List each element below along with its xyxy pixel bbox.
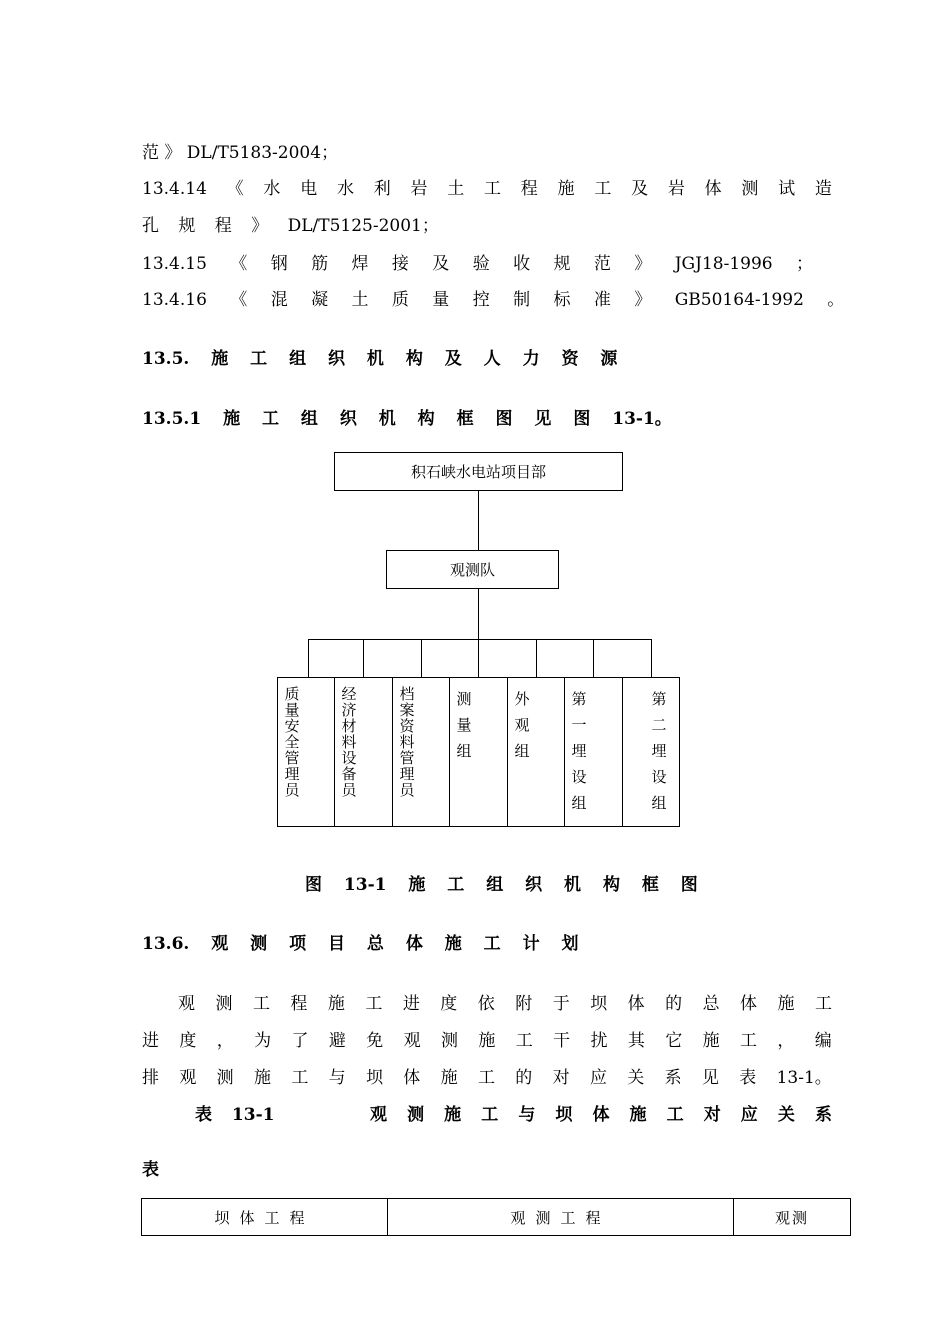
org-connector: [308, 639, 309, 677]
text-token: 试: [778, 179, 796, 199]
header-cell: 观测: [734, 1199, 851, 1236]
section-13-6-heading: 13.6. 观 测 项 目 总 体 施 工 计 划: [142, 934, 579, 954]
text-token: 工: [515, 1031, 533, 1051]
org-connector: [651, 639, 652, 677]
text-token: 测: [441, 1031, 458, 1051]
table-13-1: [141, 1198, 851, 1236]
org-top-box: [334, 452, 623, 491]
org-unit-char: 组: [514, 742, 530, 760]
text-token: 利: [373, 179, 391, 199]
org-unit: [564, 677, 623, 827]
table-label: 表 13-1: [195, 1105, 275, 1125]
text-token: ，: [216, 1031, 234, 1051]
text-token: 测: [216, 1068, 234, 1088]
text-token: 依: [477, 994, 495, 1014]
text-token: 体: [704, 179, 722, 199]
text-token: 系: [814, 1105, 832, 1125]
text-token: 见: [701, 1068, 719, 1088]
text-token: 避: [328, 1031, 346, 1051]
org-connector: [536, 639, 537, 677]
org-connector: [363, 639, 364, 677]
text-token: 造: [814, 179, 832, 199]
org-middle-box: [386, 550, 559, 589]
org-unit-char: 埋: [571, 742, 587, 760]
text-token: 于: [552, 994, 570, 1014]
org-unit-char: 全: [284, 733, 300, 751]
text-token: 施: [557, 179, 575, 199]
org-top-label: 积石峡水电站项目部: [410, 463, 546, 481]
org-unit-char: 一: [571, 716, 587, 734]
org-connector: [478, 639, 479, 677]
text-token: 了: [291, 1031, 309, 1051]
text-token: 表: [739, 1068, 757, 1088]
text-token: 工: [291, 1068, 309, 1088]
org-unit-char: 质: [284, 685, 300, 703]
org-unit-char: 员: [399, 781, 415, 799]
org-unit-char: 观: [514, 716, 530, 734]
text-token: 13.4.14: [142, 179, 207, 199]
text-token: 13-1。: [776, 1068, 832, 1088]
org-unit-char: 员: [341, 781, 357, 799]
text-token: 岩: [410, 179, 428, 199]
org-unit: [449, 677, 508, 827]
text-token: 《: [226, 179, 244, 199]
text-token: 应: [740, 1105, 758, 1125]
org-unit-char: 档: [399, 685, 415, 703]
org-unit-char: 第: [571, 690, 587, 708]
text-token: 施: [327, 994, 345, 1014]
text-token: 测: [215, 994, 233, 1014]
section-13-5-heading: 13.5. 施 工 组 织 机 构 及 人 力 资 源: [142, 349, 618, 369]
text-token: 观: [403, 1031, 421, 1051]
text-token: 坝: [590, 994, 608, 1014]
text-token: 免: [366, 1031, 384, 1051]
org-connector: [478, 491, 479, 551]
text-token: 及: [631, 179, 649, 199]
ref-13-4-14-line2: 孔 规 程 》 DL/T5125-2001；: [142, 216, 439, 236]
org-branch-line: [308, 639, 652, 640]
org-middle-label: 观测队: [449, 561, 495, 579]
text-token: 观: [178, 994, 195, 1014]
text-token: 工: [477, 1068, 495, 1088]
text-token: 岩: [667, 179, 685, 199]
org-connector: [478, 589, 479, 639]
text-token: 工: [365, 994, 383, 1014]
text-token: 工: [481, 1105, 499, 1125]
org-unit-char: 埋: [651, 742, 667, 760]
ref-13-4-13-tail: [142, 143, 832, 163]
text-token: 对: [552, 1068, 570, 1088]
text-token: 测: [407, 1105, 425, 1125]
text-token: 施: [440, 1068, 458, 1088]
figure-caption: 图 13-1 施 工 组 织 机 构 框 图: [305, 875, 698, 895]
org-unit: [392, 677, 450, 827]
text-token: 工: [594, 179, 612, 199]
text-token: 体: [627, 994, 645, 1014]
org-unit-char: 资: [399, 717, 415, 735]
text-token: 度: [440, 994, 458, 1014]
table-title: [370, 1105, 832, 1125]
text-token: 水: [336, 179, 354, 199]
org-unit-char: 备: [341, 765, 357, 783]
text-token: 施: [629, 1105, 647, 1125]
ref-13-4-15: 13.4.15 《 钢 筋 焊 接 及 验 收 规 范 》 JGJ18-1996 ；: [142, 254, 813, 274]
text-token: 工: [740, 1031, 757, 1051]
text-token: 排: [142, 1068, 159, 1088]
org-connector: [421, 639, 422, 677]
header-cell: 坝体工程: [142, 1199, 388, 1236]
text-token: 关: [627, 1068, 645, 1088]
org-unit-char: 组: [456, 742, 472, 760]
org-unit-char: 测: [456, 690, 472, 708]
text-token: 体: [740, 994, 758, 1014]
paragraph-line: [142, 1068, 832, 1088]
text-token: 度: [179, 1031, 197, 1051]
text-token: 进: [402, 994, 420, 1014]
text-token: 与: [518, 1105, 536, 1125]
org-unit: [507, 677, 565, 827]
paragraph-line: [178, 994, 832, 1014]
ref-13-4-16: 13.4.16 《 混 凝 土 质 量 控 制 标 准 》 GB50164-1992 。: [142, 290, 845, 310]
table-title-cont: 表: [142, 1160, 159, 1180]
text-token: 施: [253, 1068, 271, 1088]
org-unit-char: 管: [399, 749, 415, 767]
org-connector: [593, 639, 594, 677]
text-token: 体: [403, 1068, 421, 1088]
org-unit-char: 材: [341, 717, 357, 735]
org-unit-char: 理: [399, 765, 415, 783]
text-token: 施: [478, 1031, 496, 1051]
org-unit-char: 第: [651, 690, 667, 708]
text-token: 系: [664, 1068, 682, 1088]
text-token: 工: [814, 994, 832, 1014]
header-cell: 观测工程: [388, 1199, 734, 1236]
org-unit-char: 设: [571, 768, 587, 786]
text-token: 施: [702, 1031, 720, 1051]
org-unit-char: 安: [284, 717, 300, 735]
text-token: 水: [263, 179, 281, 199]
text-token: 总: [702, 994, 720, 1014]
org-unit-char: 理: [284, 765, 300, 783]
org-unit-char: 案: [399, 701, 415, 719]
text-token: 附: [515, 994, 533, 1014]
text-token: 进: [142, 1031, 159, 1051]
org-unit-char: 管: [284, 749, 300, 767]
text-token: 土: [447, 179, 465, 199]
org-unit-char: 设: [341, 749, 357, 767]
text-token: 坝: [365, 1068, 383, 1088]
text-token: 观: [370, 1105, 387, 1125]
text-token: 编: [814, 1031, 832, 1051]
org-unit-char: 组: [651, 794, 667, 812]
text-token: 它: [665, 1031, 683, 1051]
org-unit-char: 设: [651, 768, 667, 786]
org-unit: [334, 677, 393, 827]
org-unit-char: 外: [514, 690, 530, 708]
org-unit-char: 二: [651, 716, 667, 734]
text-token: 坝: [555, 1105, 573, 1125]
text-token: 程: [290, 994, 308, 1014]
org-unit-char: 经: [341, 685, 357, 703]
text-token: 的: [515, 1068, 533, 1088]
text-token: 电: [300, 179, 318, 199]
org-unit-char: 组: [571, 794, 587, 812]
text-token: 对: [703, 1105, 721, 1125]
text-token: 体: [592, 1105, 610, 1125]
org-unit-char: 量: [284, 701, 300, 719]
org-unit-char: 料: [341, 733, 357, 751]
ref-13-4-14-line1: [142, 179, 832, 199]
text-token: 施: [444, 1105, 462, 1125]
org-unit-char: 济: [341, 701, 357, 719]
org-unit-char: 料: [399, 733, 415, 751]
text-token: 工: [252, 994, 270, 1014]
text-token: 测: [741, 179, 759, 199]
table-header-row: [142, 1199, 851, 1236]
text-token: 扰: [590, 1031, 608, 1051]
org-unit: [622, 677, 680, 827]
text-token: ，: [777, 1031, 795, 1051]
section-13-5-1-heading: 13.5.1 施 工 组 织 机 构 框 图 见 图 13-1。: [142, 409, 672, 429]
org-unit: [277, 677, 335, 827]
text-token: 工: [666, 1105, 684, 1125]
org-unit-char: 员: [284, 781, 300, 799]
text-token: 与: [328, 1068, 346, 1088]
org-unit-char: 量: [456, 716, 472, 734]
text-token: 干: [553, 1031, 571, 1051]
text-token: 的: [665, 994, 683, 1014]
paragraph-line: [142, 1031, 832, 1051]
text-token: 应: [589, 1068, 607, 1088]
text-token: 关: [777, 1105, 795, 1125]
text-token: 程: [520, 179, 538, 199]
text-token: 施: [777, 994, 795, 1014]
text-token: 工: [484, 179, 502, 199]
text-token: 为: [254, 1031, 272, 1051]
text-token: 观: [179, 1068, 197, 1088]
text-token: 其: [627, 1031, 645, 1051]
ref-text: 范 》 DL/T5183-2004；: [142, 143, 339, 163]
